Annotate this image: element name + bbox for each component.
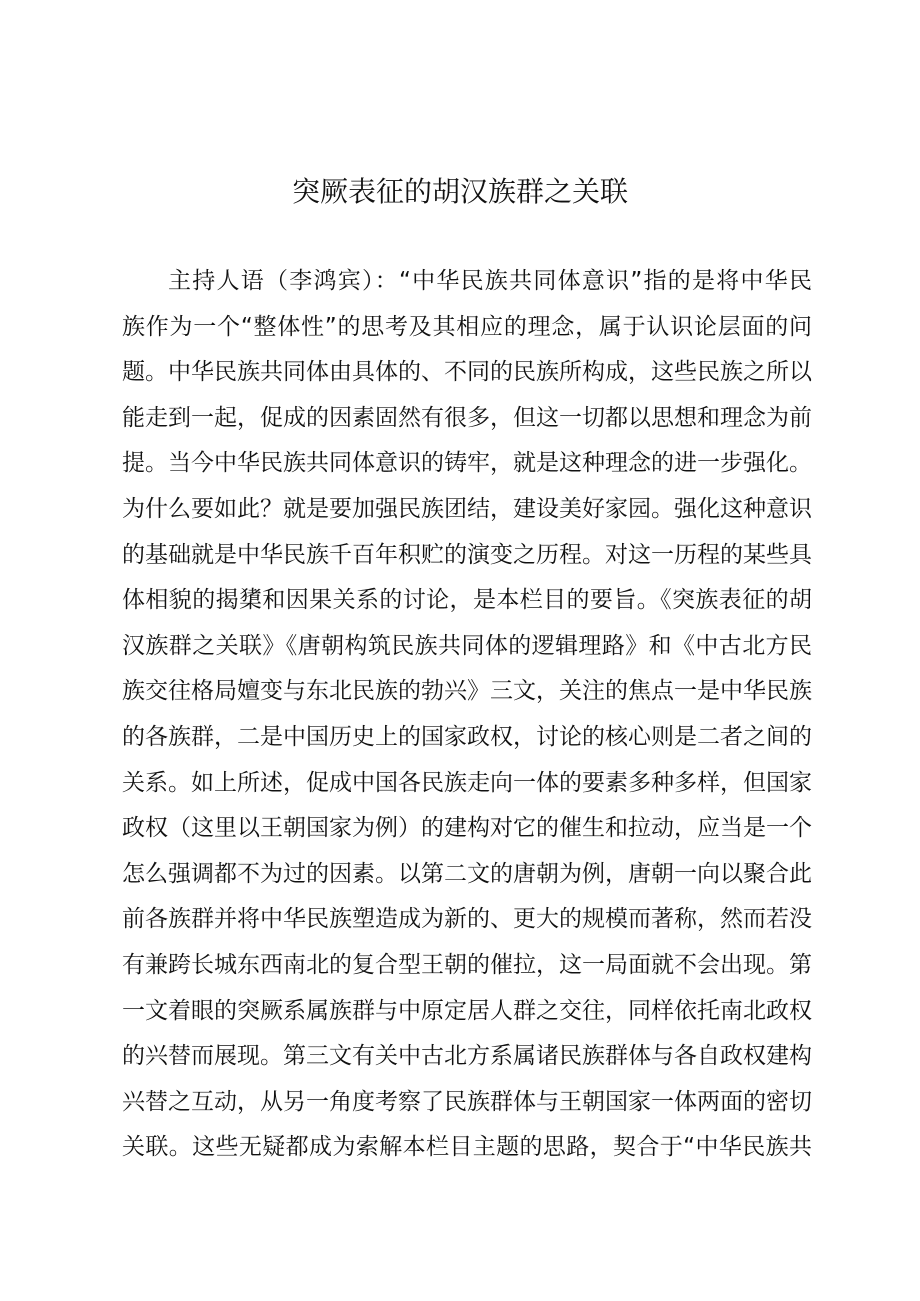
paragraph-line: 族作为一个“整体性”的思考及其相应的理念，属于认识论层面的问 [122, 313, 812, 340]
paragraph-line: 汉族群之关联》《唐朝构筑民族共同体的逻辑理路》和《中古北方民 [122, 632, 812, 659]
paragraph-line: 体相貌的揭橥和因果关系的讨论，是本栏目的要旨。《突族表征的胡 [122, 587, 812, 614]
paragraph-line: 族交往格局嬗变与东北民族的勃兴》三文，关注的焦点一是中华民族 [122, 678, 812, 705]
paragraph-line: 提。当今中华民族共同体意识的铸牢，就是这种理念的进一步强化。 [122, 450, 812, 477]
paragraph-line: 有兼跨长城东西南北的复合型王朝的催拉，这一局面就不会出现。第 [122, 951, 812, 978]
body-paragraph [122, 259, 812, 1171]
paragraph-line: 的基础就是中华民族千百年积贮的演变之历程。对这一历程的某些具 [122, 541, 812, 568]
paragraph-line: 题。中华民族共同体由具体的、不同的民族所构成，这些民族之所以 [122, 359, 812, 386]
paragraph-line: 一文着眼的突厥系属族群与中原定居人群之交往，同样依托南北政权 [122, 997, 812, 1024]
paragraph-line: 前各族群并将中华民族塑造成为新的、更大的规模而著称，然而若没 [122, 906, 812, 933]
paragraph-line: 兴替之互动，从另一角度考察了民族群体与王朝国家一体两面的密切 [122, 1088, 812, 1115]
paragraph-line: 关系。如上所述，促成中国各民族走向一体的要素多种多样，但国家 [122, 769, 812, 796]
paragraph-line: 怎么强调都不为过的因素。以第二文的唐朝为例，唐朝一向以聚合此 [122, 860, 812, 887]
paragraph-line: 为什么要如此？就是要加强民族团结，建设美好家园。强化这种意识 [122, 495, 812, 522]
paragraph-line: 的各族群，二是中国历史上的国家政权，讨论的核心则是二者之间的 [122, 723, 812, 750]
paragraph-line: 能走到一起，促成的因素固然有很多，但这一切都以思想和理念为前 [122, 404, 812, 431]
paragraph-line: 的兴替而展现。第三文有关中古北方系属诸民族群体与各自政权建构 [122, 1043, 812, 1070]
paragraph-line: 关联。这些无疑都成为索解本栏目主题的思路，契合于“中华民族共 [122, 1134, 812, 1161]
document-title: 突厥表征的胡汉族群之关联 [291, 175, 628, 208]
paragraph-line: 主持人语（李鸿宾）：“中华民族共同体意识”指的是将中华民 [168, 268, 812, 294]
paragraph-line: 政权（这里以王朝国家为例）的建构对它的催生和拉动，应当是一个 [122, 815, 812, 842]
